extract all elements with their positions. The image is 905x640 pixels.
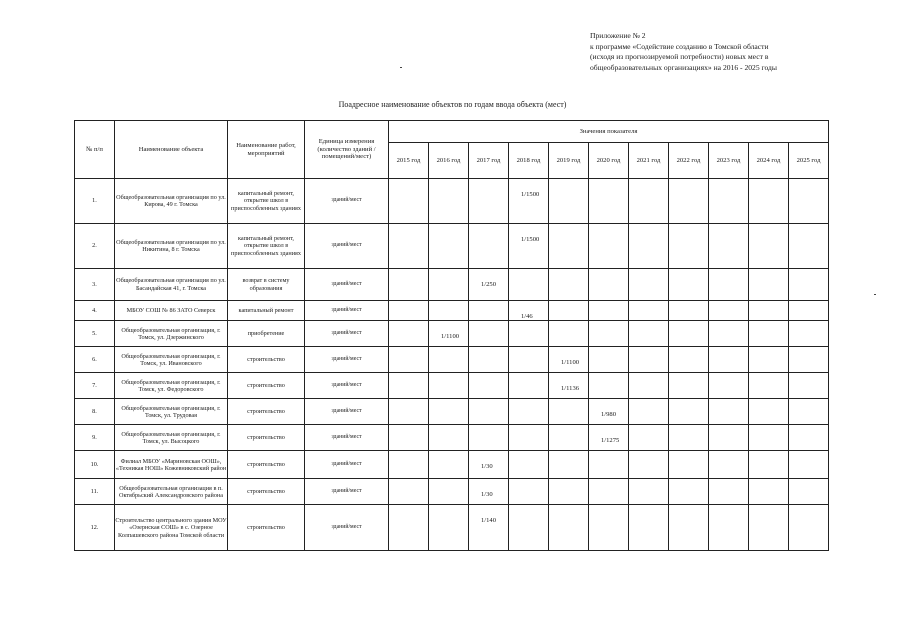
value-cell [709, 373, 749, 399]
value-cell [429, 373, 469, 399]
value-cell [629, 399, 669, 425]
header-year: 2017 год [469, 143, 509, 179]
value-cell [629, 321, 669, 347]
object-name: Общеобразовательная организация, г. Томск, ул. Высоцкого [115, 425, 228, 451]
value-cell: 1/1100 [429, 321, 469, 347]
unit-cell: зданий/мест [305, 179, 389, 224]
value-cell [549, 301, 589, 321]
value-cell [789, 347, 829, 373]
works-name: строительство [228, 399, 305, 425]
table-row [75, 321, 829, 347]
works-name: строительство [228, 373, 305, 399]
value-cell [669, 224, 709, 269]
appendix-line-1: Приложение № 2 [590, 31, 646, 40]
value-cell [629, 269, 669, 301]
object-name: Строительство центрального здания МОУ «Озернская СОШ» в с. Озерное Колпашевского района Томской области [115, 505, 228, 551]
value-cell: 1/30 [469, 479, 509, 505]
unit-cell: зданий/мест [305, 451, 389, 479]
header-num: № п/п [75, 121, 115, 179]
value-cell [429, 301, 469, 321]
value-cell [629, 373, 669, 399]
value-cell [589, 451, 629, 479]
value-cell [749, 451, 789, 479]
object-name: Общеобразовательная организация в п. Октябрьский Александровского района [115, 479, 228, 505]
value-cell [429, 179, 469, 224]
scan-speck [874, 294, 876, 295]
value-cell [789, 399, 829, 425]
value-cell: 1/250 [469, 269, 509, 301]
unit-cell: зданий/мест [305, 301, 389, 321]
value-cell [709, 425, 749, 451]
value-cell [589, 301, 629, 321]
value-cell [549, 399, 589, 425]
row-number: 1. [75, 179, 115, 224]
row-number: 5. [75, 321, 115, 347]
works-name: строительство [228, 425, 305, 451]
value-cell: 1/140 [469, 505, 509, 551]
value-cell [469, 399, 509, 425]
value-cell [429, 451, 469, 479]
header-year: 2021 год [629, 143, 669, 179]
value-cell [469, 301, 509, 321]
value-cell [789, 179, 829, 224]
value-cell: 1/30 [469, 451, 509, 479]
header-works: Наименование работ, мероприятий [228, 121, 305, 179]
value-cell [709, 347, 749, 373]
value-cell [389, 269, 429, 301]
value-cell [669, 321, 709, 347]
value-cell [709, 505, 749, 551]
value-cell [749, 479, 789, 505]
table-row [75, 269, 829, 301]
unit-cell: зданий/мест [305, 373, 389, 399]
value-cell [389, 301, 429, 321]
table-row [75, 347, 829, 373]
value-cell [549, 479, 589, 505]
works-name: капитальный ремонт, открытие школ в приспособленных зданиях [228, 224, 305, 269]
value-cell [749, 224, 789, 269]
table-row [75, 373, 829, 399]
header-name: Наименование объекта [115, 121, 228, 179]
works-name: возврат в систему образования [228, 269, 305, 301]
row-number: 10. [75, 451, 115, 479]
header-year: 2015 год [389, 143, 429, 179]
value-cell [589, 224, 629, 269]
row-number: 7. [75, 373, 115, 399]
value-cell [429, 505, 469, 551]
works-name: строительство [228, 505, 305, 551]
row-number: 6. [75, 347, 115, 373]
value-cell [789, 451, 829, 479]
value-cell [709, 479, 749, 505]
value-cell [469, 179, 509, 224]
value-cell [749, 179, 789, 224]
object-name: Общеобразовательная организация по ул. Кирова, 49 г. Томска [115, 179, 228, 224]
value-cell [629, 347, 669, 373]
value-cell [669, 505, 709, 551]
value-cell [709, 224, 749, 269]
value-cell [389, 425, 429, 451]
header-year: 2022 год [669, 143, 709, 179]
unit-cell: зданий/мест [305, 321, 389, 347]
value-cell [589, 269, 629, 301]
value-cell [669, 179, 709, 224]
value-cell [789, 373, 829, 399]
value-cell [469, 321, 509, 347]
value-cell [429, 269, 469, 301]
row-number: 8. [75, 399, 115, 425]
unit-cell: зданий/мест [305, 269, 389, 301]
value-cell [589, 347, 629, 373]
value-cell [389, 321, 429, 347]
value-cell [669, 301, 709, 321]
appendix-line-2: к программе «Содействие созданию в Томской области [590, 41, 769, 51]
value-cell [509, 321, 549, 347]
value-cell: 1/1275 [589, 425, 629, 451]
value-cell [389, 224, 429, 269]
value-cell [389, 451, 429, 479]
value-cell [509, 269, 549, 301]
header-year: 2024 год [749, 143, 789, 179]
value-cell [749, 505, 789, 551]
value-cell [789, 269, 829, 301]
value-cell [709, 321, 749, 347]
table-row [75, 479, 829, 505]
header-unit: Единица измерения (количество зданий /помещений/мест) [305, 121, 389, 179]
value-cell [589, 179, 629, 224]
value-cell [469, 347, 509, 373]
value-cell [549, 451, 589, 479]
value-cell [469, 224, 509, 269]
header-year: 2025 год [789, 143, 829, 179]
scan-speck [400, 67, 402, 68]
value-cell [509, 451, 549, 479]
works-name: строительство [228, 347, 305, 373]
value-cell [549, 269, 589, 301]
value-cell [509, 373, 549, 399]
value-cell [629, 479, 669, 505]
value-cell [389, 505, 429, 551]
appendix-line-4: общеобразовательных организациях» на 2016 - 2025 годы [590, 62, 778, 72]
table-row [75, 224, 829, 269]
row-number: 11. [75, 479, 115, 505]
value-cell [669, 399, 709, 425]
value-cell [709, 269, 749, 301]
value-cell [589, 321, 629, 347]
value-cell [669, 347, 709, 373]
objects-table [74, 120, 829, 551]
value-cell: 1/1136 [549, 373, 589, 399]
object-name: Филиал МБОУ «Мариновская ООШ», «Техникая НОШ» Кожевниковский район [115, 451, 228, 479]
value-cell [509, 347, 549, 373]
value-cell [549, 321, 589, 347]
value-cell: 1/1500 [509, 224, 549, 269]
value-cell [709, 301, 749, 321]
table-row [75, 505, 829, 551]
row-number: 4. [75, 301, 115, 321]
value-cell [549, 224, 589, 269]
value-cell: 1/980 [589, 399, 629, 425]
value-cell [629, 301, 669, 321]
appendix-line-3: (исходя из прогнозируемой потребности) новых мест в [590, 52, 769, 62]
value-cell [749, 399, 789, 425]
unit-cell: зданий/мест [305, 505, 389, 551]
works-name: капитальный ремонт, открытие школ в приспособленных зданиях [228, 179, 305, 224]
header-values: Значения показателя [389, 121, 829, 143]
value-cell [629, 451, 669, 479]
value-cell [389, 373, 429, 399]
value-cell [429, 347, 469, 373]
value-cell [669, 269, 709, 301]
value-cell [749, 373, 789, 399]
works-name: строительство [228, 479, 305, 505]
value-cell [509, 479, 549, 505]
value-cell [749, 301, 789, 321]
value-cell [749, 425, 789, 451]
table-row [75, 425, 829, 451]
row-number: 3. [75, 269, 115, 301]
value-cell [589, 479, 629, 505]
value-cell [629, 505, 669, 551]
unit-cell: зданий/мест [305, 425, 389, 451]
works-name: приобретение [228, 321, 305, 347]
value-cell [469, 373, 509, 399]
value-cell [549, 179, 589, 224]
value-cell [789, 321, 829, 347]
value-cell [589, 373, 629, 399]
object-name: Общеобразовательная организация, г. Томск, ул. Ивановского [115, 347, 228, 373]
value-cell [509, 399, 549, 425]
header-year: 2018 год [509, 143, 549, 179]
object-name: Общеобразовательная организация по ул. Басандайская 41, г. Томска [115, 269, 228, 301]
header-year: 2016 год [429, 143, 469, 179]
table-row [75, 179, 829, 224]
value-cell [709, 179, 749, 224]
object-name: Общеобразовательная организация, г. Томск, ул. Дзержинского [115, 321, 228, 347]
row-number: 9. [75, 425, 115, 451]
unit-cell: зданий/мест [305, 347, 389, 373]
document-title: Поадресное наименование объектов по годам ввода объекта (мест) [338, 100, 567, 109]
object-name: Общеобразовательная организация, г. Томск, ул. Федоровского [115, 373, 228, 399]
value-cell [429, 224, 469, 269]
header-year: 2023 год [709, 143, 749, 179]
value-cell [629, 179, 669, 224]
value-cell [389, 479, 429, 505]
row-number: 2. [75, 224, 115, 269]
value-cell: 1/1500 [509, 179, 549, 224]
value-cell [749, 347, 789, 373]
table-row [75, 399, 829, 425]
unit-cell: зданий/мест [305, 399, 389, 425]
value-cell [629, 425, 669, 451]
value-cell [789, 425, 829, 451]
value-cell [629, 224, 669, 269]
value-cell [749, 269, 789, 301]
value-cell [509, 425, 549, 451]
table-row [75, 301, 829, 321]
value-cell: 1/1100 [549, 347, 589, 373]
unit-cell: зданий/мест [305, 224, 389, 269]
header-year: 2019 год [549, 143, 589, 179]
value-cell [669, 425, 709, 451]
value-cell [509, 505, 549, 551]
value-cell [589, 505, 629, 551]
value-cell [549, 505, 589, 551]
value-cell [429, 399, 469, 425]
unit-cell: зданий/мест [305, 479, 389, 505]
works-name: капитальный ремонт [228, 301, 305, 321]
object-name: Общеобразовательная организация по ул. Никитина, 8 г. Томска [115, 224, 228, 269]
works-name: строительство [228, 451, 305, 479]
value-cell: 1/46 [509, 301, 549, 321]
value-cell [789, 224, 829, 269]
value-cell [749, 321, 789, 347]
value-cell [389, 179, 429, 224]
value-cell [789, 479, 829, 505]
object-name: МБОУ СОШ № 86 ЗАТО Северск [115, 301, 228, 321]
value-cell [429, 425, 469, 451]
table-row [75, 451, 829, 479]
value-cell [669, 373, 709, 399]
value-cell [549, 425, 589, 451]
value-cell [469, 425, 509, 451]
appendix-header [590, 31, 890, 73]
value-cell [669, 479, 709, 505]
row-number: 12. [75, 505, 115, 551]
value-cell [709, 399, 749, 425]
object-name: Общеобразовательная организация, г. Томск, ул. Трудовая [115, 399, 228, 425]
value-cell [789, 505, 829, 551]
value-cell [389, 399, 429, 425]
value-cell [709, 451, 749, 479]
header-year: 2020 год [589, 143, 629, 179]
value-cell [669, 451, 709, 479]
value-cell [789, 301, 829, 321]
value-cell [389, 347, 429, 373]
value-cell [429, 479, 469, 505]
